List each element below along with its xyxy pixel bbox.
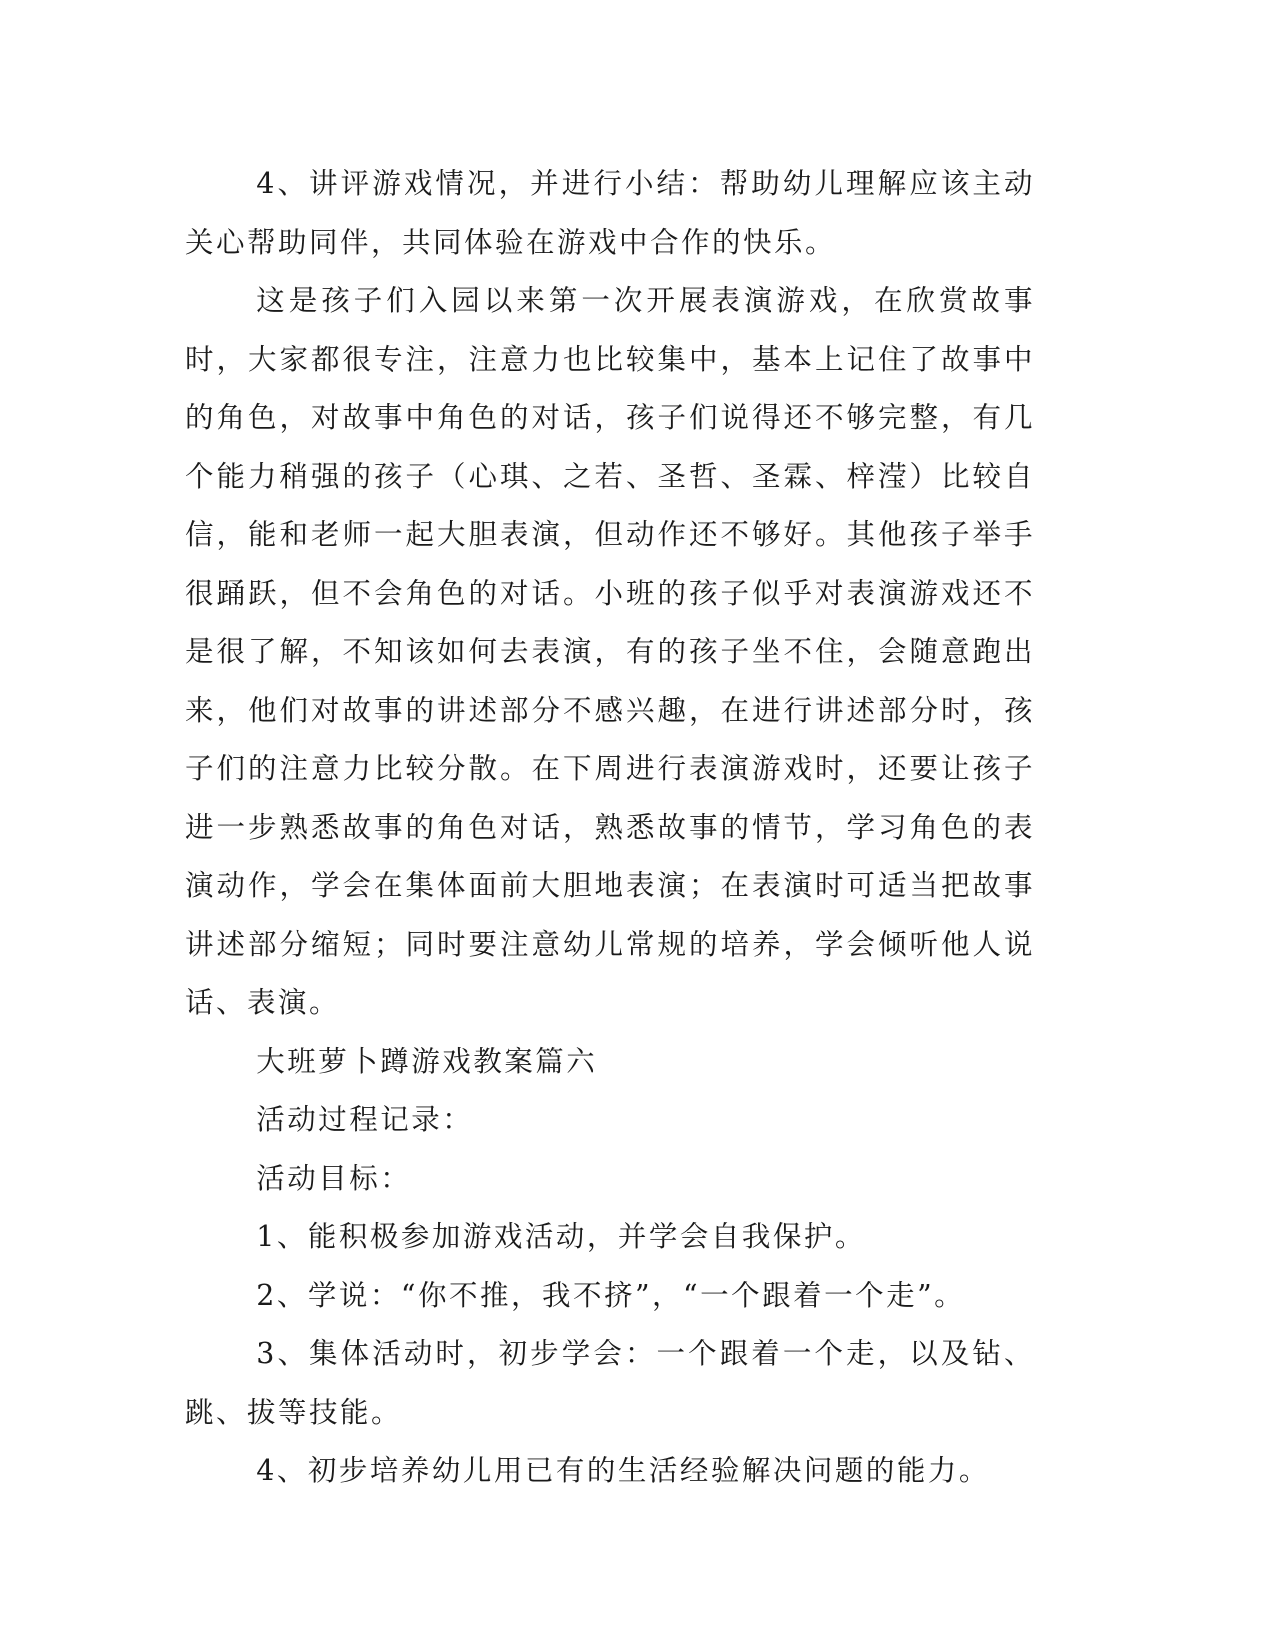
goal-item-3: 3、集体活动时，初步学会：一个跟着一个走，以及钻、跳、拔等技能。 [185,1337,1035,1429]
section-title: 大班萝卜蹲游戏教案篇六 [256,1044,598,1078]
goal-item-1: 1、能积极参加游戏活动，并学会自我保护。 [256,1220,866,1253]
subheading-activity-record: 活动过程记录： [256,1103,474,1136]
goal-item-2: 2、学说：“你不推，我不挤”，“一个跟着一个走”。 [256,1278,966,1312]
paragraph-reflection: 这是孩子们入园以来第一次开展表演游戏，在欣赏故事时，大家都很专注，注意力也比较集中，基本上记住了故事中的角色，对故事中角色的对话，孩子们说得还不够完整，有几个能力稍强的孩子（心琪、之若、圣哲、圣霖、梓滢）比较自信，能和老师一起大胆表演，但动作还不够好。其他孩子举手很踊跃，但不会角色的对话。小班的孩子似乎对表演游戏还不是很了解，不知该如何去表演，有的孩子坐不住，会随意跑出来，他们对故事的讲述部分不感兴趣，在进行讲述部分时，孩子们的注意力比较分散。在下周进行表演游戏时，还要让孩子进一步熟悉故事的角色对话，熟悉故事的情节，学习角色的表演动作，学会在集体面前大胆地表演；在表演时可适当把故事讲述部分缩短；同时要注意幼儿常规的培养，学会倾听他人说话、表演。 [185,284,1035,1019]
document-body [185,155,1035,1501]
subheading-activity-goals: 活动目标： [256,1161,412,1195]
paragraph-summary-step: 4、讲评游戏情况，并进行小结：帮助幼儿理解应该主动关心帮助同伴，共同体验在游戏中合作的快乐。 [185,167,1035,259]
goal-item-4: 4、初步培养幼儿用已有的生活经验解决问题的能力。 [256,1454,990,1487]
